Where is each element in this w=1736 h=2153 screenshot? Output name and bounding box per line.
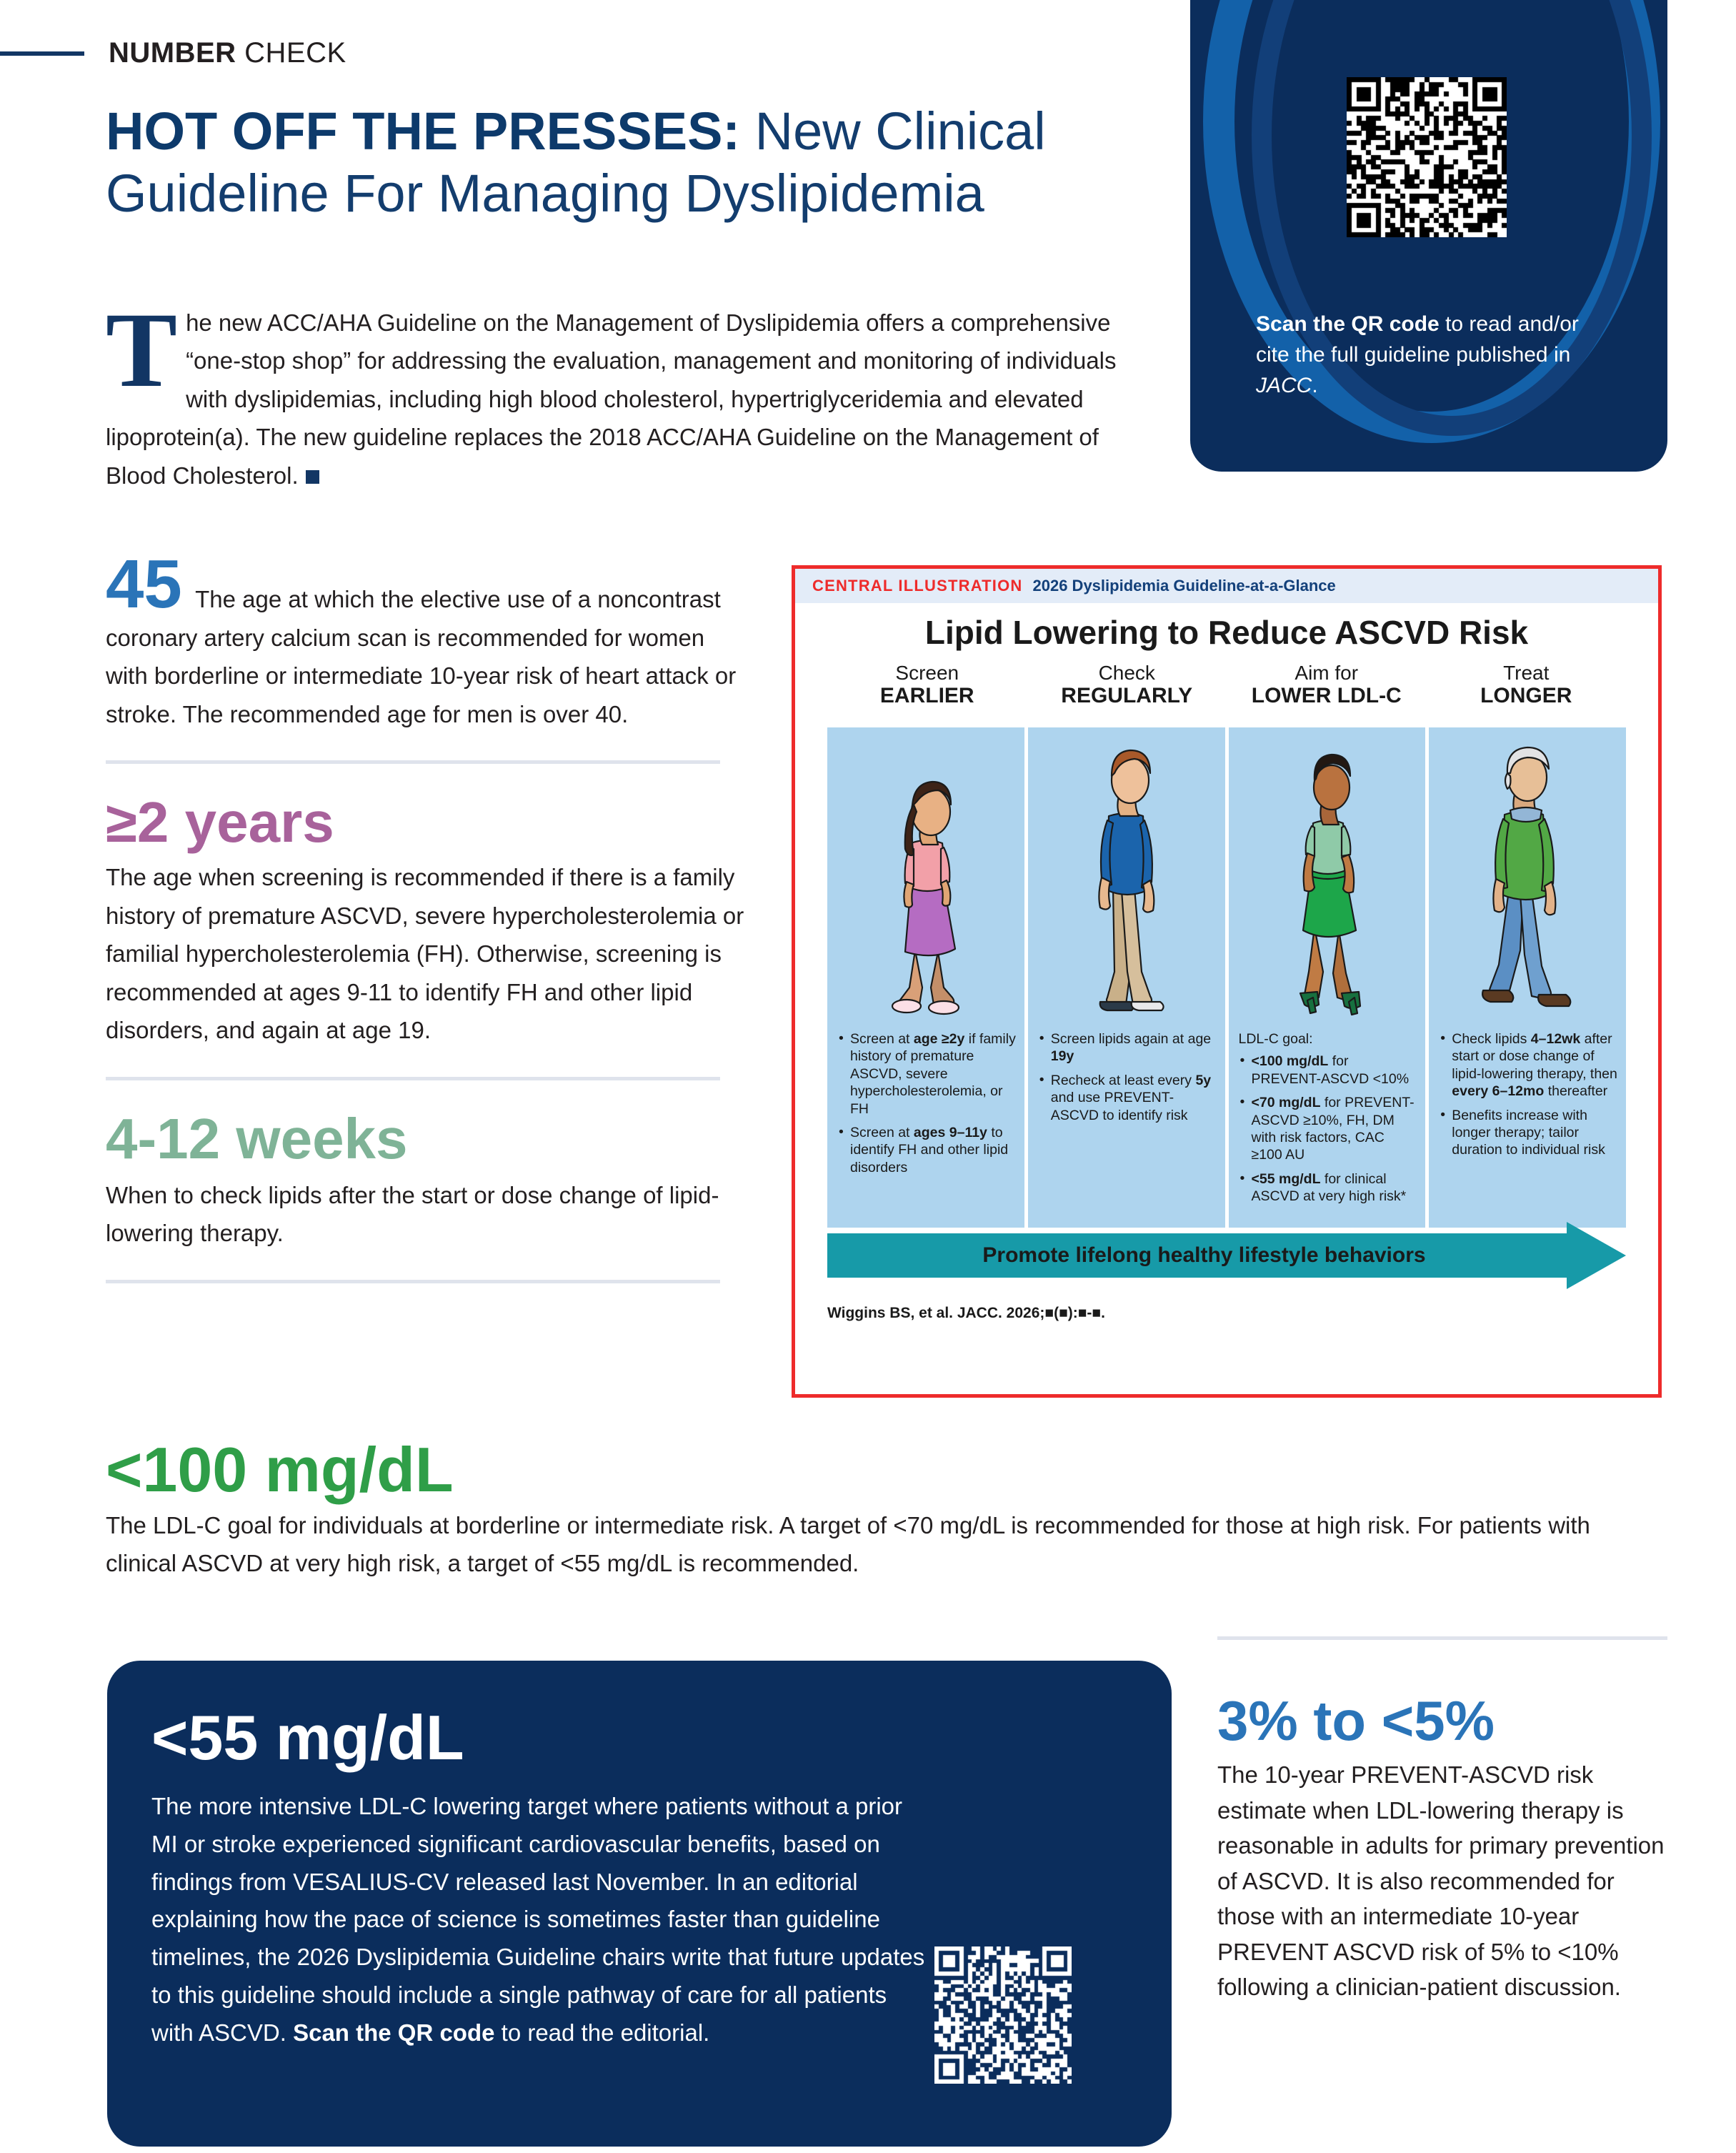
stat-number-55-mgdl: <55 mg/dL <box>151 1702 464 1773</box>
stat-item-3-to-5-percent <box>1217 1636 1667 2005</box>
panel-aim-lower-ldlc <box>1229 727 1426 1228</box>
column-heading-bottom: LOWER LDL-C <box>1251 684 1402 708</box>
panel-bullets-aim-lower-ldlc <box>1239 1030 1419 1211</box>
column-heading-top: Aim for <box>1294 662 1359 684</box>
panel-bullets-check-regularly <box>1038 1030 1218 1130</box>
bullet-item <box>1239 1170 1419 1205</box>
bullet-item <box>1439 1107 1619 1159</box>
column-heading-bottom: REGULARLY <box>1061 684 1193 708</box>
column-heading-check <box>1027 662 1227 708</box>
panel-treat-longer <box>1429 727 1626 1228</box>
bullet-post: for PREVENT-ASCVD ≥10%, FH, DM with risk factors, CAC ≥100 AU <box>1251 1095 1415 1163</box>
bullet-bold: 4–12wk <box>1530 1031 1581 1047</box>
bullet-item <box>1038 1030 1218 1065</box>
stat-number-100-mgdl: <100 mg/dL <box>106 1434 454 1505</box>
bullet-post: for PREVENT-ASCVD <10% <box>1251 1053 1410 1087</box>
bullet-post: for clinical ASCVD at very high risk* <box>1251 1170 1407 1204</box>
bullet-post: after start or dose change of lipid-lowering therapy, then <box>1452 1031 1617 1082</box>
bullet-bold: 5y <box>1195 1072 1212 1088</box>
arrow-head-icon <box>1567 1222 1626 1289</box>
figure-teen-boy-walking <box>1028 736 1225 1029</box>
top-qr-panel <box>1190 0 1667 472</box>
qr-caption-end: . <box>1312 374 1318 398</box>
central-illustration-column-headings <box>827 662 1626 708</box>
stat-body-45: The age at which the elective use of a noncontrast coronary artery calcium scan is recommended for women with borderline or intermediate 10-year risk of heart attack or stroke. The recommended age for men is over 40. <box>106 586 737 727</box>
bullet-item <box>1239 1053 1419 1088</box>
bullet-bold: age ≥2y <box>913 1031 965 1047</box>
divider <box>106 760 720 764</box>
stat-body-2years: The age when screening is recommended if there is a family history of premature ASCVD, severe hypercholesterolemia or familial hypercholesterolemia (FH). Otherwise, screening is recommended at ages 9-11 to identify FH and other lipid disorders, and again at age 19. <box>106 864 744 1044</box>
qr-code-guideline[interactable] <box>1347 77 1507 237</box>
bullet-item <box>1038 1072 1218 1124</box>
bullet-bold: <70 mg/dL <box>1251 1095 1321 1111</box>
qr-caption-rest: to read and/or cite the full guideline published in <box>1256 312 1579 367</box>
bullet-item <box>1239 1094 1419 1164</box>
stat-number-3-to-5-percent: 3% to <5% <box>1217 1689 1495 1752</box>
stat-item-45 <box>106 546 749 733</box>
central-illustration-subtitle: 2026 Dyslipidemia Guideline-at-a-Glance <box>1032 577 1336 595</box>
column-heading-bottom: EARLIER <box>879 684 974 708</box>
central-illustration-band <box>795 569 1658 603</box>
bullet-pre: Benefits increase with longer therapy; tailor duration to individual risk <box>1452 1107 1605 1158</box>
bullet-item <box>837 1124 1017 1176</box>
qr-caption <box>1256 309 1613 402</box>
figure-older-man-walking <box>1429 736 1626 1029</box>
central-illustration-citation: Wiggins BS, et al. JACC. 2026;■(■):■-■. <box>827 1305 1105 1321</box>
bullet-pre: Recheck at least every <box>1050 1072 1196 1088</box>
central-illustration <box>792 565 1662 1398</box>
dark-box-text-2: to read the editorial. <box>494 2019 710 2046</box>
kicker <box>0 37 346 69</box>
panel-bullets-treat-longer <box>1439 1030 1619 1165</box>
stat-number-45: 45 <box>106 546 182 622</box>
stat-body-4-12-weeks: When to check lipids after the start or dose change of lipid-lowering therapy. <box>106 1181 719 1247</box>
bullet-bold-2: every 6–12mo <box>1452 1083 1545 1100</box>
column-heading-top: Screen <box>895 662 959 684</box>
bullet-post: and use PREVENT-ASCVD to identify risk <box>1050 1090 1188 1123</box>
panel-intro-text: LDL-C goal: <box>1238 1031 1313 1047</box>
intro-text: he new ACC/AHA Guideline on the Management of Dyslipidemia offers a comprehensive “one-stop shop” for addressing the evaluation, management and monitoring of individuals with dyslipidemias, including high blood cholesterol, hypertriglyceridemia and elevated lipoprotein(a). The new guideline replaces the 2018 ACC/AHA Guideline on the Management of Blood Cholesterol. <box>106 309 1117 489</box>
central-illustration-title: Lipid Lowering to Reduce ASCVD Risk <box>924 614 1529 651</box>
kicker-text <box>109 37 346 69</box>
column-heading-aim <box>1227 662 1427 708</box>
panel-check-regularly <box>1028 727 1225 1228</box>
bullet-pre: Screen at <box>850 1124 914 1140</box>
bullet-bold: ages 9–11y <box>913 1124 987 1140</box>
lifestyle-arrow-bar <box>827 1233 1581 1278</box>
stat-body-100-mgdl: The LDL-C goal for individuals at borderline or intermediate risk. A target of <70 mg/dL is recommended for those at high risk. For patients with clinical ASCVD at very high risk, a target of <55 mg/dL is recommended. <box>106 1512 1590 1577</box>
kicker-light: CHECK <box>236 37 346 69</box>
qr-code-editorial[interactable] <box>934 1946 1072 2084</box>
bullet-bold: <100 mg/dL <box>1251 1053 1329 1070</box>
bullet-pre: Check lipids <box>1452 1031 1531 1047</box>
bullet-item <box>1439 1030 1619 1100</box>
qr-caption-italic: JACC <box>1256 374 1312 398</box>
divider <box>1217 1636 1667 1640</box>
column-heading-screen <box>827 662 1027 708</box>
stat-item-4-12-weeks <box>106 1106 749 1253</box>
bullet-post: to identify FH and other lipid disorders <box>850 1124 1009 1175</box>
bullet-pre: Screen lipids again at age <box>1050 1031 1212 1047</box>
stat-body-3-to-5-percent: The 10-year PREVENT-ASCVD risk estimate when LDL-lowering therapy is reasonable in adults for primary prevention of ASCVD. It is also recommended for those with an intermediate 10-year PREVENT ASCVD risk of 5% to <10% following a clinician-patient discussion. <box>1217 1761 1665 2000</box>
stat-item-2years <box>106 792 749 1049</box>
figure-woman-walking <box>1229 736 1426 1029</box>
dark-box-text-bold: Scan the QR code <box>293 2019 495 2046</box>
intro-paragraph <box>106 291 1149 494</box>
bullet-item <box>837 1030 1017 1118</box>
bullet-post-2: thereafter <box>1544 1083 1608 1100</box>
column-heading-top: Treat <box>1503 662 1550 684</box>
divider <box>106 1280 720 1283</box>
stat-body-55-mgdl <box>151 1788 930 2052</box>
stat-column <box>106 546 749 1312</box>
page-title <box>106 100 1220 225</box>
kicker-rule <box>0 51 84 56</box>
stat-number-2years: ≥2 years <box>106 790 334 855</box>
lifestyle-arrow-banner <box>827 1233 1626 1278</box>
dark-box-text-1: The more intensive LDL-C lowering target where patients without a prior MI or stroke experienced significant cardiovascular benefits, based on findings from VESALIUS-CV released last November. In an editorial explaining how the pace of science is sometimes faster than guideline timelines, the 2026 Dyslipidemia Guideline chairs write that future updates to this guideline should include a single pathway of care for all patients with ASCVD. <box>151 1793 925 2046</box>
panel-bullets-screen-earlier <box>837 1030 1017 1183</box>
bullet-post: if family history of premature ASCVD, severe hypercholesterolemia, or FH <box>850 1031 1016 1117</box>
headline-bold: HOT OFF THE PRESSES: <box>106 101 741 161</box>
central-illustration-panels <box>827 727 1626 1228</box>
column-heading-top: Check <box>1098 662 1155 684</box>
drop-cap: T <box>106 291 178 409</box>
bullet-bold: 19y <box>1050 1048 1074 1065</box>
column-heading-treat <box>1427 662 1627 708</box>
divider <box>106 1077 720 1080</box>
kicker-bold: NUMBER <box>109 37 236 69</box>
bullet-bold: <55 mg/dL <box>1251 1170 1321 1187</box>
qr-caption-bold: Scan the QR code <box>1256 312 1440 336</box>
lifestyle-arrow-text: Promote lifelong healthy lifestyle behaviors <box>982 1243 1426 1267</box>
editorial-dark-box <box>107 1661 1172 2147</box>
stat-number-4-12-weeks: 4-12 weeks <box>106 1106 408 1170</box>
stat-item-100-mgdl <box>106 1436 1627 1583</box>
figure-girl-walking <box>827 736 1024 1029</box>
central-illustration-label: CENTRAL ILLUSTRATION <box>812 577 1023 595</box>
end-mark-icon <box>306 470 319 484</box>
headline-light: New Clinical Guideline For Managing Dyslipidemia <box>106 101 1046 224</box>
column-heading-bottom: LONGER <box>1480 684 1572 708</box>
panel-screen-earlier <box>827 727 1024 1228</box>
bullet-pre: Screen at <box>850 1031 914 1047</box>
